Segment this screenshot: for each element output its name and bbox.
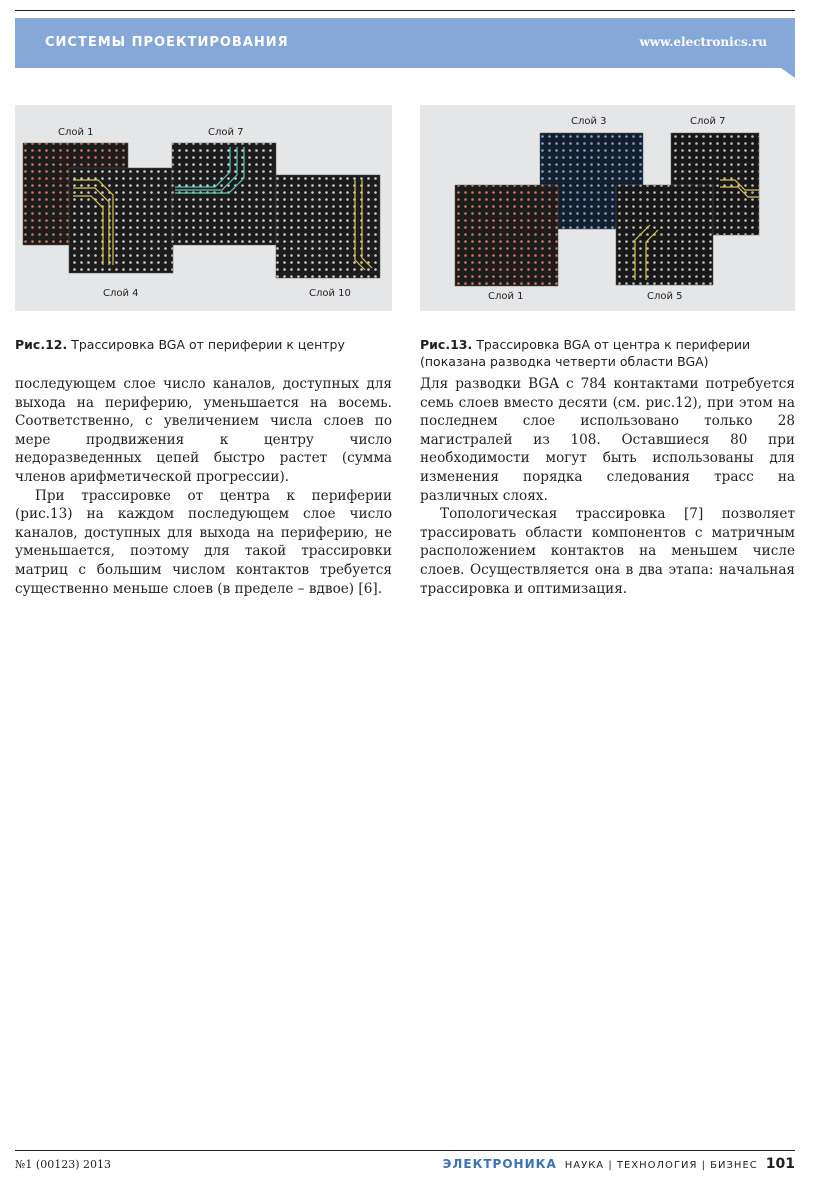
figure-12-caption-text: Трассировка BGA от периферии к центру (67, 337, 345, 352)
layer-7-board (172, 143, 276, 245)
site-url[interactable]: www.electronics.ru (639, 35, 767, 49)
fig13-label-2: Слой 7 (690, 116, 726, 127)
figure-12-caption (15, 336, 392, 353)
left-column (15, 375, 392, 598)
figure-13-caption-prefix: Рис.13. (420, 337, 473, 352)
paragraph: Топологическая трассировка [7] позволяет трассировать области компонентов с матричным расположением контактов на меньшем числе слоев. Осуществляется она в два этапа: начальная трассировка и оптимизация. (420, 506, 795, 597)
fig13-label-1: Слой 3 (571, 116, 607, 127)
figure-13 (420, 105, 795, 311)
figure-12 (15, 105, 392, 311)
layer-5-board (616, 185, 713, 285)
journal-name: ЭЛЕКТРОНИКА (442, 1157, 557, 1171)
figure-12-caption-prefix: Рис.12. (15, 337, 68, 352)
layer-10-board (276, 175, 380, 278)
section-title: СИСТЕМЫ ПРОЕКТИРОВАНИЯ (45, 35, 289, 50)
section-header-bar (15, 18, 795, 68)
journal-tagline: НАУКА | ТЕХНОЛОГИЯ | БИЗНЕС (564, 1160, 758, 1171)
paragraph: последующем слое число каналов, доступных для выхода на периферию, уменьшается на восемь. Соответственно, с увеличением числа слоев по мере продвижения к центру число недоразведенных цепей быстро растет (сумма членов арифметической прогрессии). (15, 376, 392, 485)
figure-13-caption (420, 336, 795, 370)
layer-4-board (69, 168, 173, 273)
fig12-label-3: Слой 4 (103, 288, 139, 299)
fig12-label-4: Слой 10 (309, 288, 351, 299)
right-column (420, 375, 795, 598)
paragraph: При трассировке от центра к периферии (рис.13) на каждом последующем слое число каналов, доступных для выхода на периферию, не уменьшается, поэтому для такой трассировки матриц с большим числом контактов требуется существенно меньше слоев (в пределе – вдвое) [6]. (15, 487, 392, 597)
fig12-label-2: Слой 7 (208, 127, 244, 138)
fig12-label-1: Слой 1 (58, 127, 94, 138)
paragraph: Для разводки BGA с 784 контактами потребуется семь слоев вместо десяти (см. рис.12), при этом на последнем слое использовано только 28 магистралей из 108. Оставшиеся 80 при необходимости могут быть использованы для изменения порядка следования трасс на различных слоях. (420, 376, 795, 504)
fig13-label-4: Слой 5 (647, 291, 683, 302)
figure-13-caption-text: Трассировка BGA от центра к периферии (показана разводка четверти области BGA) (420, 337, 751, 369)
fig13-label-3: Слой 1 (488, 291, 524, 302)
top-rule (15, 10, 795, 11)
footer-journal (443, 1156, 795, 1172)
page-number: 101 (765, 1156, 795, 1172)
layer-1-board (455, 185, 558, 286)
issue-number: №1 (00123) 2013 (15, 1158, 111, 1171)
bottom-rule (15, 1150, 795, 1151)
